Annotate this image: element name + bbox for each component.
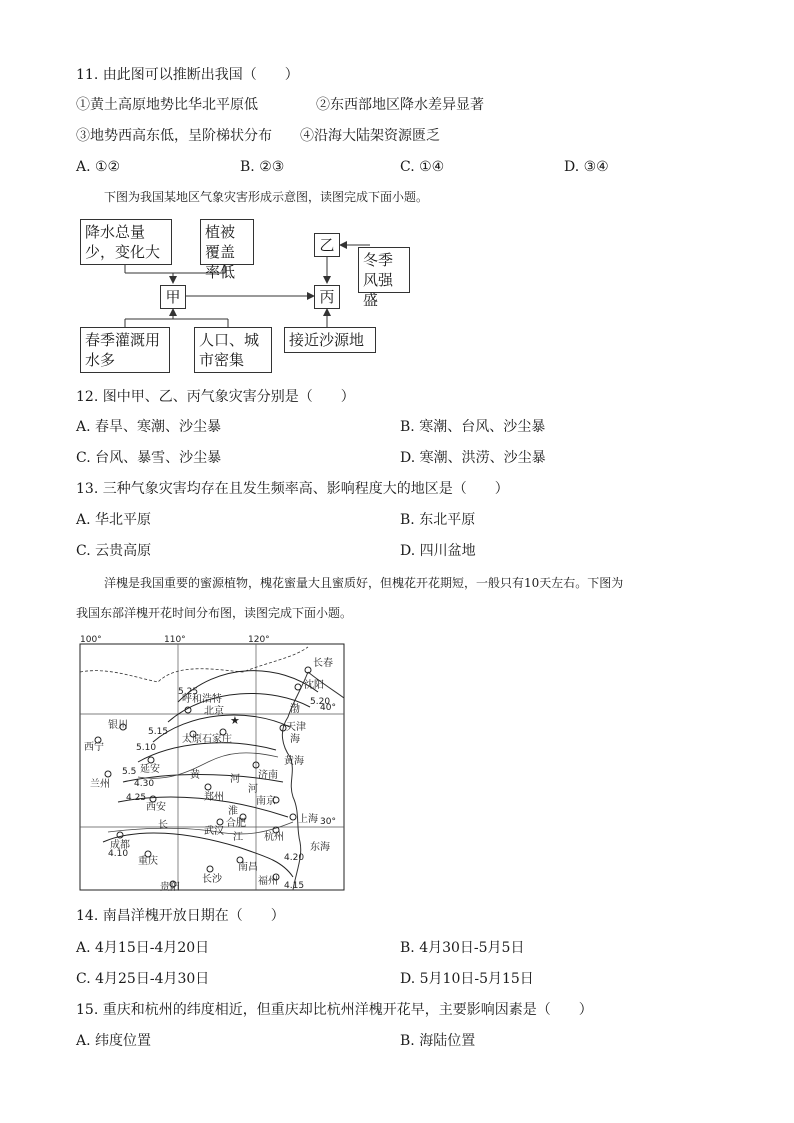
box-sand-source: 接近沙源地 [284, 327, 376, 353]
q15-option-b: B. 海陆位置 [400, 1033, 476, 1049]
q11-statement-4: ④沿海大陆架资源匮乏 [300, 128, 440, 144]
box-yi: 乙 [314, 233, 340, 257]
q14-option-a: A. 4月15日-4月20日 [76, 940, 210, 956]
city-shanghai: 上海 [298, 814, 318, 825]
isoline-4-15: 4.15 [284, 881, 305, 891]
q11-statement-1: ①黄土高原地势比华北平原低 [76, 97, 258, 113]
q12-option-a: A. 春旱、寒潮、沙尘暴 [76, 419, 222, 435]
q13-stem: 13. 三种气象灾害均存在且发生频率高、影响程度大的地区是（ ） [76, 481, 509, 497]
intro-locust-line-2: 我国东部洋槐开花时间分布图，读图完成下面小题。 [76, 606, 353, 620]
city-yanan: 延安 [140, 764, 160, 775]
q12-stem: 12. 图中甲、乙、丙气象灾害分别是（ ） [76, 389, 355, 405]
q13-option-c: C. 云贵高原 [76, 543, 152, 559]
feature-hai: 海 [290, 734, 300, 745]
isoline-5-20: 5.20 [310, 697, 331, 707]
intro-locust-line-1: 洋槐是我国重要的蜜源植物，槐花蜜量大且蜜质好，但槐花开花期短，一般只有10天左右。下图为 [104, 576, 624, 590]
city-hefei: 合肥 [226, 818, 246, 829]
feature-huai: 淮 [228, 806, 238, 817]
q11-option-a: A. ①② [76, 159, 121, 175]
q14-option-d: D. 5月10日-5月15日 [400, 971, 534, 987]
city-nanjing: 南京 [256, 796, 276, 807]
city-changsha: 长沙 [202, 874, 222, 885]
city-chengdu: 成都 [110, 840, 130, 851]
isoline-5-15: 5.15 [148, 727, 169, 737]
disaster-diagram [80, 215, 430, 375]
box-rainfall: 降水总量少，变化大 [80, 219, 172, 265]
city-changchun: 长春 [313, 658, 333, 669]
city-jinan: 济南 [258, 770, 278, 781]
q15-option-a: A. 纬度位置 [76, 1033, 152, 1049]
city-tianjin: 天津 [286, 722, 306, 733]
city-xining: 西宁 [84, 742, 104, 753]
city-fuzhou: 福州 [258, 876, 278, 887]
q12-option-c: C. 台风、暴雪、沙尘暴 [76, 450, 222, 466]
q12-option-d: D. 寒潮、洪涝、沙尘暴 [400, 450, 546, 466]
q14-option-c: C. 4月25日-4月30日 [76, 971, 210, 987]
city-hangzhou: 杭州 [264, 832, 284, 843]
city-xian: 西安 [146, 802, 166, 813]
q12-option-b: B. 寒潮、台风、沙尘暴 [400, 419, 546, 435]
q11-statement-3: ③地势西高东低，呈阶梯状分布 [76, 128, 272, 144]
isoline-5-10: 5.10 [136, 743, 157, 753]
q13-option-b: B. 东北平原 [400, 512, 476, 528]
isoline-5-5: 5.5 [122, 767, 137, 777]
q15-stem: 15. 重庆和杭州的纬度相近，但重庆却比杭州洋槐开花早，主要影响因素是（ ） [76, 1002, 593, 1018]
box-population: 人口、城市密集 [194, 327, 272, 373]
city-zhengzhou: 郑州 [204, 792, 224, 803]
city-guiyang: 贵阳 [160, 882, 180, 892]
feature-yellow-sea: 黄海 [284, 756, 304, 767]
feature-chang: 长 [158, 820, 168, 831]
city-chongqing: 重庆 [138, 856, 158, 867]
q11-statement-2: ②东西部地区降水差异显著 [316, 97, 484, 113]
city-shenyang: 沈阳 [304, 680, 324, 691]
bloom-time-map [78, 632, 346, 892]
feature-huang: 黄 [190, 770, 200, 781]
q13-option-a: A. 华北平原 [76, 512, 152, 528]
city-shijiazhuang: 石家庄 [202, 734, 232, 745]
isoline-4-25: 4.25 [126, 793, 147, 803]
q11-option-d: D. ③④ [564, 159, 609, 175]
city-nanchang: 南昌 [238, 862, 258, 873]
q11-stem: 11. 由此图可以推断出我国（ ） [76, 67, 299, 83]
city-wuhan: 武汉 [204, 826, 224, 837]
q11-option-c: C. ①④ [400, 159, 445, 175]
isoline-5-25: 5.25 [178, 687, 199, 697]
feature-bo: 渤 [290, 704, 300, 715]
city-hohhot: 呼和浩特 [182, 694, 222, 705]
box-bing: 丙 [314, 285, 340, 309]
box-jia: 甲 [160, 285, 186, 309]
isoline-4-30: 4.30 [134, 779, 155, 789]
feature-he: 河 [230, 774, 240, 785]
lat-label-40: 40° [320, 703, 336, 713]
map-canvas [78, 632, 346, 892]
feature-east-sea: 东海 [310, 842, 330, 853]
feature-jiang: 江 [233, 832, 243, 843]
city-taiyuan: 太原 [182, 734, 202, 745]
feature-he-2: 河 [248, 784, 258, 795]
q11-option-b: B. ②③ [240, 159, 285, 175]
box-vegetation: 植被覆盖率低 [200, 219, 254, 265]
svg-text:★: ★ [230, 714, 240, 727]
city-lanzhou: 兰州 [90, 779, 110, 790]
lon-label-120: 120° [248, 635, 270, 645]
box-winter-monsoon: 冬季风强盛 [358, 247, 410, 293]
q14-stem: 14. 南昌洋槐开放日期在（ ） [76, 908, 285, 924]
q14-option-b: B. 4月30日-5月5日 [400, 940, 525, 956]
city-yinchuan: 银川 [108, 720, 128, 731]
lat-label-30: 30° [320, 817, 336, 827]
lon-label-100: 100° [80, 635, 102, 645]
city-beijing: 北京 [204, 706, 224, 717]
intro-disaster: 下图为我国某地区气象灾害形成示意图，读图完成下面小题。 [104, 190, 429, 204]
q13-option-d: D. 四川盆地 [400, 543, 476, 559]
isoline-4-10: 4.10 [108, 849, 129, 859]
lon-label-110: 110° [164, 635, 186, 645]
isoline-4-20: 4.20 [284, 853, 305, 863]
box-irrigation: 春季灌溉用水多 [80, 327, 170, 373]
